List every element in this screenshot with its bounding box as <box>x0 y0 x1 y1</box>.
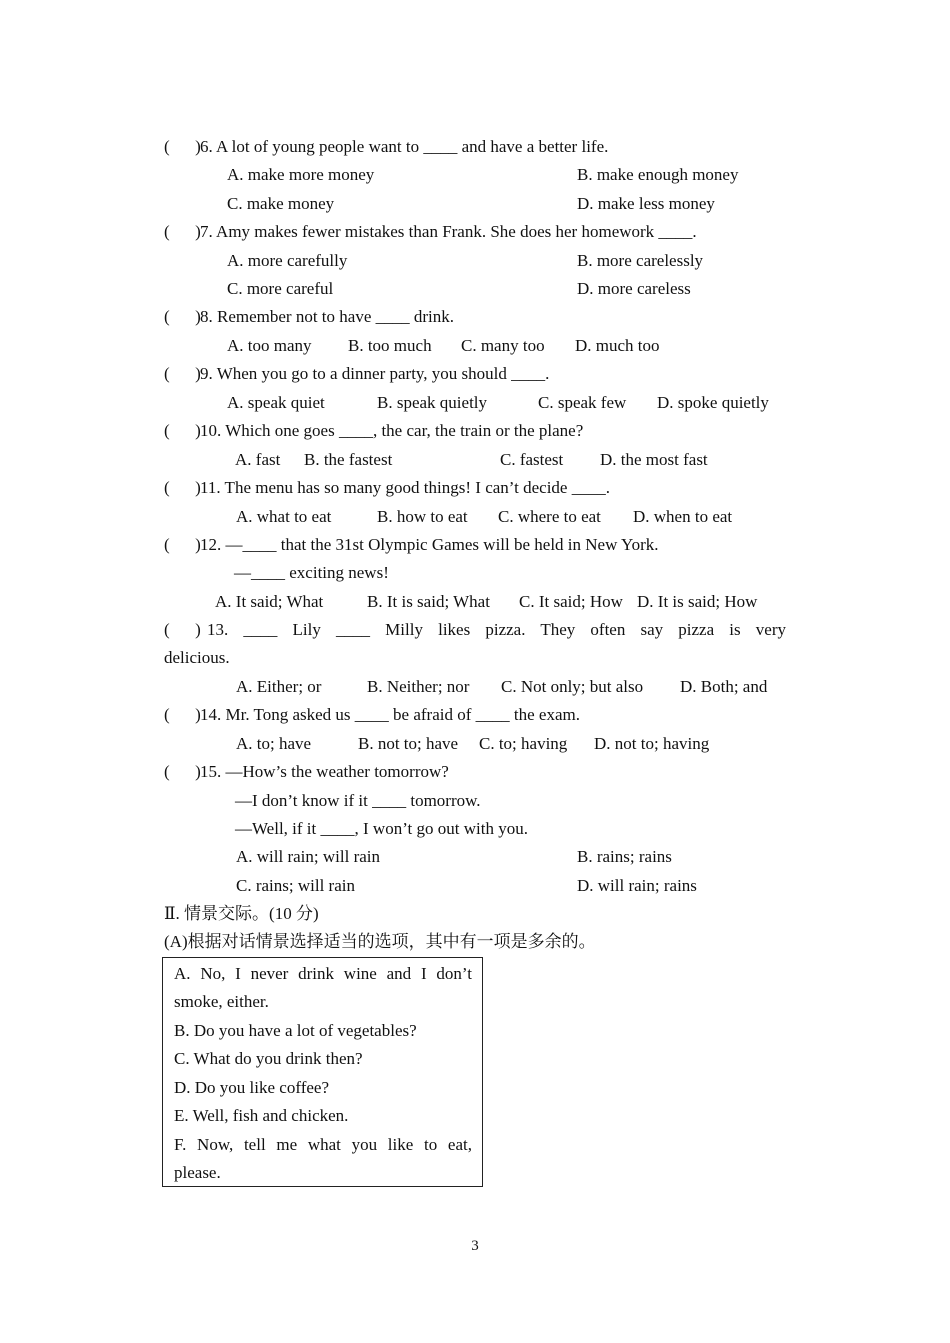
option-c-q14: C. to; having <box>479 734 568 753</box>
option-c-q10: C. fastest <box>500 450 564 469</box>
question-reply2-q15: —Well, if it ____, I won’t go out with you. <box>235 819 528 838</box>
option-a-q8: A. too many <box>227 336 312 355</box>
box-option-a: A. No, I never drink wine and I don’t <box>174 964 472 983</box>
option-a-q14: A. to; have <box>236 734 312 753</box>
option-b-q9: B. speak quietly <box>377 393 488 412</box>
answer-blank-q7: ( ) <box>164 222 201 241</box>
option-a-q11: A. what to eat <box>236 507 332 526</box>
option-c-q12: C. It said; How <box>519 592 623 611</box>
option-b-q12: B. It is said; What <box>367 592 490 611</box>
question-stem-q8: 8. Remember not to have ____ drink. <box>200 307 455 326</box>
option-b-q7: B. more carelessly <box>577 251 704 270</box>
option-b-q10: B. the fastest <box>304 450 393 469</box>
option-a-q9: A. speak quiet <box>227 393 325 412</box>
option-a-q10: A. fast <box>235 450 281 469</box>
option-c-q9: C. speak few <box>538 393 627 412</box>
option-d-q13: D. Both; and <box>680 677 768 696</box>
option-a-q6: A. make more money <box>227 165 375 184</box>
option-d-q8: D. much too <box>575 336 660 355</box>
option-b-q8: B. too much <box>348 336 432 355</box>
option-c-q8: C. many too <box>461 336 545 355</box>
option-a-q13: A. Either; or <box>236 677 322 696</box>
option-c-q11: C. where to eat <box>498 507 601 526</box>
option-a-q7: A. more carefully <box>227 251 348 270</box>
option-d-q12: D. It is said; How <box>637 592 758 611</box>
option-b-q13: B. Neither; nor <box>367 677 470 696</box>
question-stem-q7: 7. Amy makes fewer mistakes than Frank. She does her homework ____. <box>200 222 697 241</box>
option-b-q11: B. how to eat <box>377 507 468 526</box>
option-d-q7: D. more careless <box>577 279 691 298</box>
option-b-q6: B. make enough money <box>577 165 739 184</box>
option-a-q12: A. It said; What <box>215 592 324 611</box>
option-b-q14: B. not to; have <box>358 734 459 753</box>
option-d-q6: D. make less money <box>577 194 715 213</box>
option-a-q15: A. will rain; will rain <box>236 847 381 866</box>
section-heading: Ⅱ. 情景交际。(10 分) <box>164 904 319 923</box>
answer-blank-q11: ( ) <box>164 478 201 497</box>
option-c-q15: C. rains; will rain <box>236 876 355 895</box>
question-stem-q10: 10. Which one goes ____, the car, the train or the plane? <box>200 421 584 440</box>
option-b-q15: B. rains; rains <box>577 847 672 866</box>
question-stem-q9: 9. When you go to a dinner party, you should ____. <box>200 364 550 383</box>
box-option-b: B. Do you have a lot of vegetables? <box>174 1021 417 1040</box>
answer-blank-q6: ( ) <box>164 137 201 156</box>
answer-blank-q8: ( ) <box>164 307 201 326</box>
option-d-q9: D. spoke quietly <box>657 393 769 412</box>
page-number: 3 <box>471 1238 479 1254</box>
answer-blank-q9: ( ) <box>164 364 201 383</box>
answer-blank-q14: ( ) <box>164 705 201 724</box>
box-option-a-continued: smoke, either. <box>174 992 269 1011</box>
option-c-q13: C. Not only; but also <box>501 677 644 696</box>
box-option-d: D. Do you like coffee? <box>174 1078 329 1097</box>
question-stem-q11: 11. The menu has so many good things! I can’t decide ____. <box>200 478 610 497</box>
option-d-q10: D. the most fast <box>600 450 708 469</box>
box-option-c: C. What do you drink then? <box>174 1049 363 1068</box>
option-c-q7: C. more careful <box>227 279 334 298</box>
option-d-q14: D. not to; having <box>594 734 710 753</box>
question-stem-q6: 6. A lot of young people want to ____ and have a better life. <box>200 137 609 156</box>
box-option-f: F. Now, tell me what you like to eat, <box>174 1135 472 1154</box>
option-c-q6: C. make money <box>227 194 335 213</box>
box-option-f-continued: please. <box>174 1163 221 1182</box>
question-stem-q13-continued: delicious. <box>164 648 230 667</box>
answer-blank-q15: ( ) <box>164 762 201 781</box>
question-stem-q15: 15. —How’s the weather tomorrow? <box>200 762 449 781</box>
option-d-q15: D. will rain; rains <box>577 876 697 895</box>
question-stem-q13: 13. ____ Lily ____ Milly likes pizza. They often say pizza is very <box>207 620 786 639</box>
question-reply1-q15: —I don’t know if it ____ tomorrow. <box>235 791 481 810</box>
question-stem-q14: 14. Mr. Tong asked us ____ be afraid of ____ the exam. <box>200 705 580 724</box>
question-reply-q12: —____ exciting news! <box>234 563 389 582</box>
section-instruction: (A)根据对话情景选择适当的选项，其中有一项是多余的。 <box>164 932 596 951</box>
box-option-e: E. Well, fish and chicken. <box>174 1106 349 1125</box>
answer-blank-q10: ( ) <box>164 421 201 440</box>
answer-blank-q13: ( ) <box>164 620 201 639</box>
option-d-q11: D. when to eat <box>633 507 733 526</box>
answer-blank-q12: ( ) <box>164 535 201 554</box>
dialogue-options-box <box>162 957 483 1187</box>
question-stem-q12: 12. —____ that the 31st Olympic Games will be held in New York. <box>200 535 659 554</box>
